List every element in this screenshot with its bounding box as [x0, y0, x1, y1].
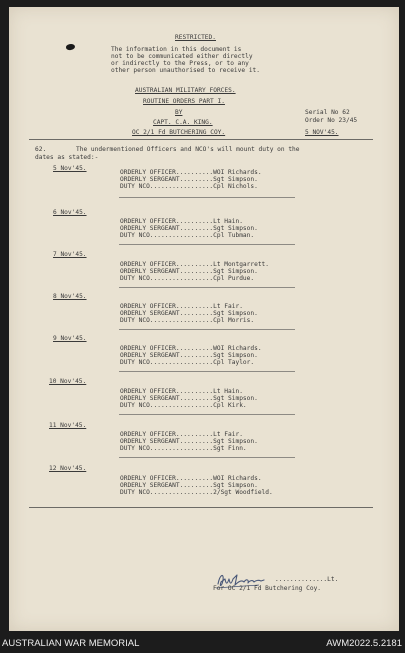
- duty-line-nco: DUTY NCO.................Cpl Purdue.: [120, 275, 255, 282]
- duty-line-officer: ORDERLY OFFICER..........WOI Richards.: [120, 475, 262, 482]
- duty-line-sergeant: ORDERLY SERGEANT.........Sgt Simpson.: [120, 310, 258, 317]
- footer-institution: AUSTRALIAN WAR MEMORIAL: [2, 638, 140, 649]
- document-page: [9, 7, 399, 631]
- duty-line-officer: ORDERLY OFFICER..........WOI Richards.: [120, 169, 262, 176]
- duty-line-nco: DUTY NCO.................Cpl Nichols.: [120, 183, 258, 190]
- notice-line-2: not to be communicated either directly: [111, 53, 253, 60]
- duty-line-officer: ORDERLY OFFICER..........Lt Montgarrett.: [120, 261, 270, 268]
- duty-line-nco: DUTY NCO.................Cpl Tubman.: [120, 232, 255, 239]
- duty-line-nco: DUTY NCO.................Cpl Morris.: [120, 317, 255, 324]
- duty-date: 10 Nov'45.: [49, 378, 87, 385]
- duty-line-sergeant: ORDERLY SERGEANT.........Sgt Simpson.: [120, 352, 258, 359]
- duty-line-sergeant: ORDERLY SERGEANT.........Sgt Simpson.: [120, 225, 258, 232]
- serial-number: Serial No 62: [305, 109, 350, 116]
- restricted-heading: RESTRICTED.: [175, 34, 216, 41]
- officer-name: CAPT. C.A. KING.: [153, 119, 213, 126]
- signature-for-line: For OC 2/1 Fd Butchering Coy.: [213, 585, 322, 592]
- notice-line-1: The information in this document is: [111, 46, 242, 53]
- order-date: 5 NOV'45.: [305, 129, 339, 136]
- by-label: BY: [175, 109, 183, 116]
- header-rule: [29, 139, 373, 140]
- duty-separator: [119, 287, 295, 288]
- duty-date: 8 Nov'45.: [53, 293, 87, 300]
- duty-line-nco: DUTY NCO.................Cpl Taylor.: [120, 359, 255, 366]
- duty-line-sergeant: ORDERLY SERGEANT.........Sgt Simpson.: [120, 268, 258, 275]
- duty-date: 9 Nov'45.: [53, 335, 87, 342]
- duty-line-sergeant: ORDERLY SERGEANT.........Sgt Simpson.: [120, 395, 258, 402]
- notice-line-4: other person unauthorised to receive it.: [111, 67, 261, 74]
- duty-line-sergeant: ORDERLY SERGEANT.........Sgt Simpson.: [120, 176, 258, 183]
- duty-date: 5 Nov'45.: [53, 165, 87, 172]
- command-title: OC 2/1 Fd BUTCHERING COY.: [132, 129, 226, 136]
- duty-separator: [119, 371, 295, 372]
- signature-dots-rank: ..............Lt.: [275, 576, 339, 583]
- duty-line-officer: ORDERLY OFFICER..........Lt Fair.: [120, 303, 243, 310]
- archive-footer: [0, 635, 405, 653]
- duty-date: 7 Nov'45.: [53, 251, 87, 258]
- duty-line-officer: ORDERLY OFFICER..........Lt Hain.: [120, 218, 243, 225]
- notice-line-3: or indirectly to the Press, or to any: [111, 60, 249, 67]
- duty-line-nco: DUTY NCO.................Cpl Kirk.: [120, 402, 247, 409]
- orders-title: ROUTINE ORDERS PART I.: [143, 98, 225, 105]
- unit-title: AUSTRALIAN MILITARY FORCES.: [135, 87, 236, 94]
- duty-separator: [119, 414, 295, 415]
- duty-line-sergeant: ORDERLY SERGEANT.........Sgt Simpson.: [120, 438, 258, 445]
- duty-separator: [119, 244, 295, 245]
- item-number: 62.: [35, 146, 47, 153]
- duty-separator: [119, 329, 295, 330]
- hole-punch: [65, 43, 75, 51]
- duty-line-officer: ORDERLY OFFICER..........Lt Hain.: [120, 388, 243, 395]
- closing-rule: [29, 507, 373, 508]
- intro-line-1: The undermentioned Officers and NCO's will mount duty on the: [76, 146, 300, 153]
- duty-line-nco: DUTY NCO.................2/Sgt Woodfield.: [120, 489, 273, 496]
- duty-separator: [119, 457, 295, 458]
- footer-accession-number: AWM2022.5.2181: [326, 638, 402, 649]
- duty-line-officer: ORDERLY OFFICER..........WOI Richards.: [120, 345, 262, 352]
- duty-separator: [119, 197, 295, 198]
- duty-date: 6 Nov'45.: [53, 209, 87, 216]
- duty-line-sergeant: ORDERLY SERGEANT.........Sgt Simpson.: [120, 482, 258, 489]
- duty-line-nco: DUTY NCO.................Sgt Finn.: [120, 445, 247, 452]
- duty-line-officer: ORDERLY OFFICER..........Lt Fair.: [120, 431, 243, 438]
- intro-line-2: dates as stated:-: [35, 154, 99, 161]
- order-number: Order No 23/45: [305, 117, 358, 124]
- duty-date: 11 Nov'45.: [49, 422, 87, 429]
- duty-date: 12 Nov'45.: [49, 465, 87, 472]
